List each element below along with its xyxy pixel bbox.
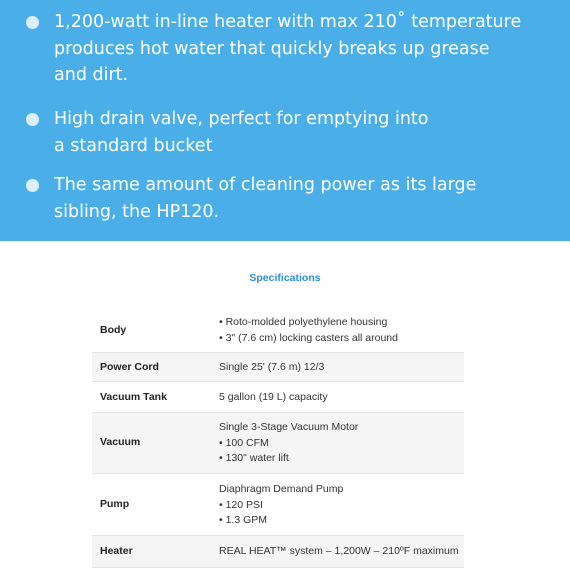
spec-row-vacuum-tank	[92, 382, 464, 413]
spec-label: Pump	[100, 498, 130, 510]
spec-value	[219, 544, 459, 560]
spec-label: Vacuum Tank	[100, 391, 167, 403]
feature-item-drain-valve	[26, 106, 556, 159]
feature-banner	[0, 0, 570, 241]
spec-value-line: Diaphragm Demand Pump	[219, 483, 344, 495]
spec-value-line: • 100 CFM	[219, 436, 269, 449]
feature-item-cleaning-power	[26, 172, 556, 225]
spec-label: Power Cord	[100, 361, 159, 373]
spec-value	[219, 360, 459, 376]
spec-label: Vacuum	[100, 436, 141, 448]
feature-text-line: The same amount of cleaning power as its large	[54, 175, 477, 195]
spec-value-line: • 3" (7.6 cm) locking casters all around	[219, 331, 398, 344]
feature-text-line: and dirt.	[54, 65, 129, 85]
bullet-icon	[26, 16, 39, 29]
spec-row-heater	[92, 536, 464, 568]
spec-value-line: • 120 PSI	[219, 498, 263, 511]
feature-text-line: sibling, the HP120.	[54, 201, 220, 222]
spec-row-power-cord	[92, 353, 464, 382]
feature-text-line: a standard bucket	[54, 135, 213, 156]
feature-item-heater	[26, 9, 556, 89]
spec-value-line: Single 3-Stage Vacuum Motor	[219, 421, 359, 433]
spec-label: Body	[100, 324, 127, 336]
spec-row-body	[92, 308, 464, 353]
bullet-icon	[26, 179, 39, 192]
spec-row-pump	[92, 474, 464, 536]
spec-value-line: • 130" water lift	[219, 452, 289, 464]
spec-label: Heater	[100, 545, 133, 557]
spec-value	[219, 315, 459, 346]
spec-row-vacuum	[92, 413, 464, 474]
spec-value-line: REAL HEAT™ system – 1,200W – 210ºF maximum	[219, 545, 459, 557]
spec-value-line: • Roto-molded polyethylene housing	[219, 316, 388, 328]
bullet-icon	[26, 113, 39, 126]
spec-value-line: • 1.3 GPM	[219, 514, 268, 526]
spec-value	[219, 390, 459, 406]
feature-text-line: 1,200-watt in-line heater with max 210˚ temperature	[54, 12, 522, 32]
spec-value	[219, 420, 459, 467]
spec-value	[219, 482, 459, 529]
spec-value-line: Single 25' (7.6 m) 12/3	[219, 361, 325, 373]
feature-text-line: High drain valve, perfect for emptying into	[54, 109, 429, 129]
feature-text-line: produces hot water that quickly breaks up grease	[54, 38, 490, 59]
spec-value-line: 5 gallon (19 L) capacity	[219, 391, 328, 403]
specifications-title: Specifications	[249, 272, 321, 284]
